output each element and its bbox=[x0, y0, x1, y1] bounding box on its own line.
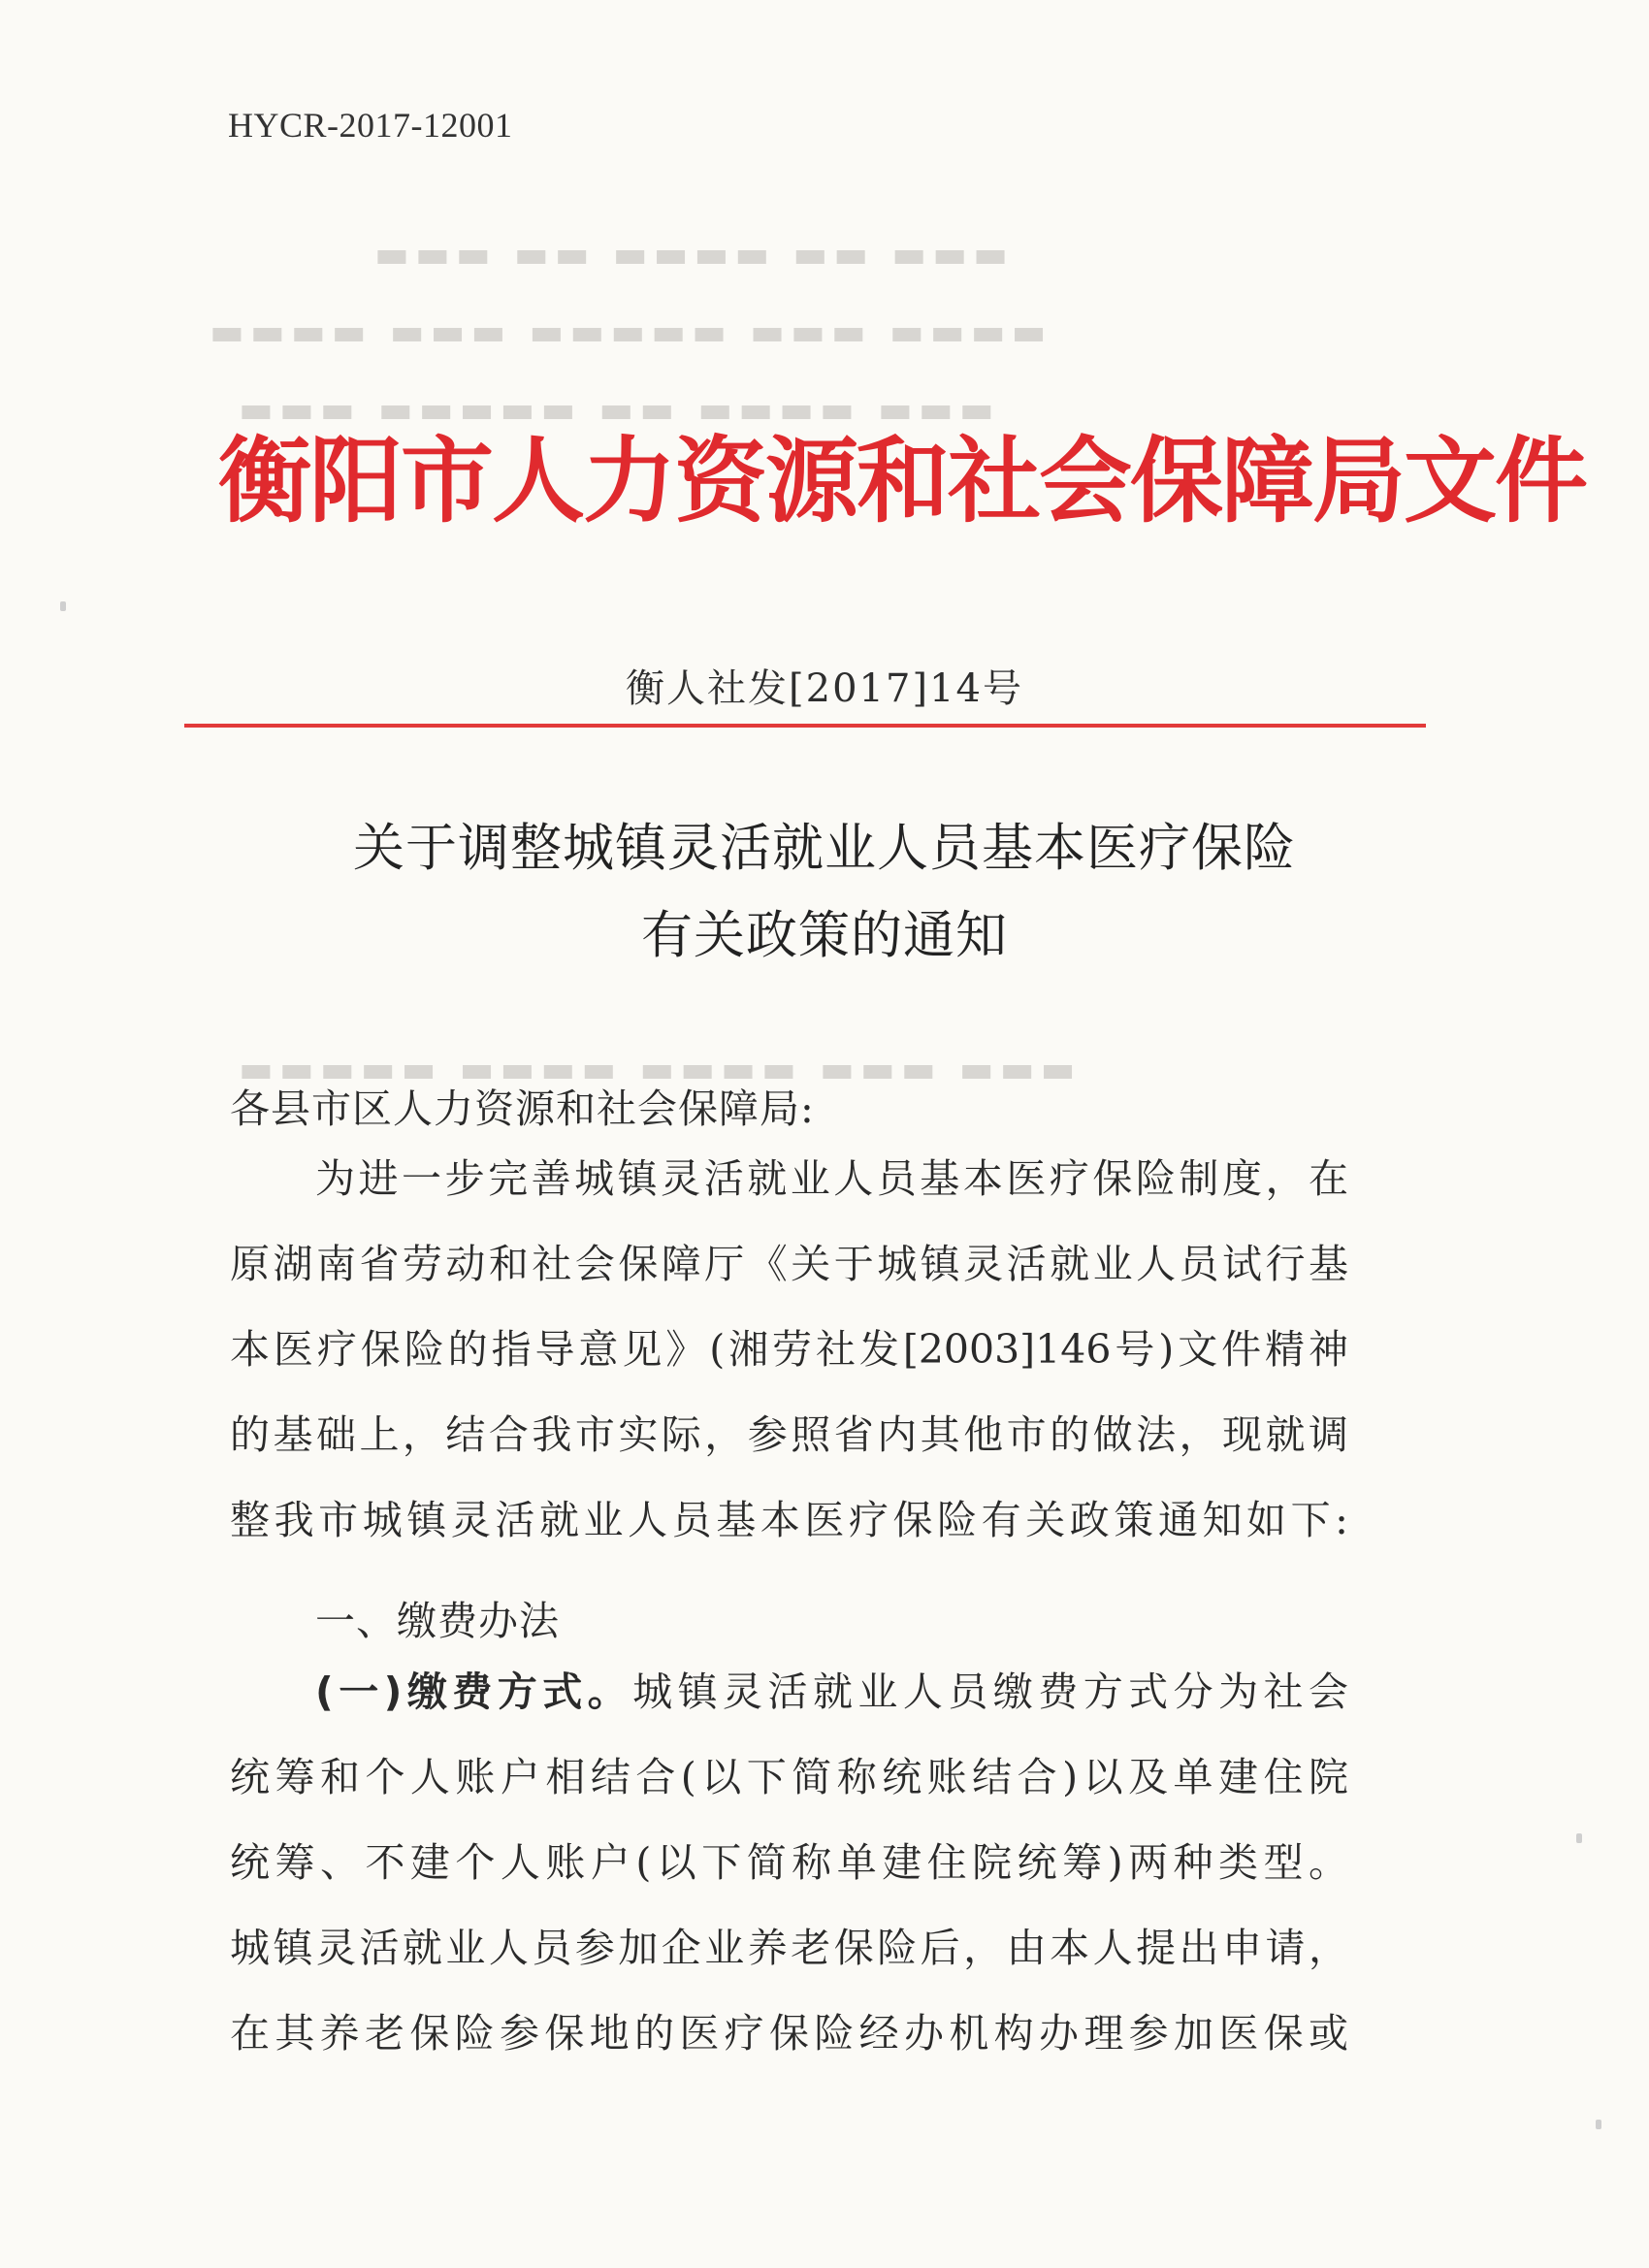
subsection-lead: (一)缴费方式。 bbox=[315, 1669, 633, 1715]
body-paragraph-line: 城镇灵活就业人员参加企业养老保险后，由本人提出申请， bbox=[230, 1925, 1348, 1971]
section-heading: 一、缴费办法 bbox=[315, 1598, 560, 1644]
notice-title-line-2: 有关政策的通知 bbox=[641, 906, 1008, 965]
bleed-through-decoration: ▬▬▬ ▬▬ ▬▬▬▬ ▬▬ ▬▬▬ bbox=[369, 233, 1008, 275]
body-paragraph-line: 为进一步完善城镇灵活就业人员基本医疗保险制度，在 bbox=[315, 1155, 1348, 1202]
addressee: 各县市区人力资源和社会保障局: bbox=[230, 1085, 815, 1132]
subsection-first-line bbox=[315, 1669, 1348, 1715]
body-paragraph-line: 原湖南省劳动和社会保障厅《关于城镇灵活就业人员试行基 bbox=[230, 1241, 1348, 1287]
bleed-through-decoration: ▬▬▬▬ ▬▬▬ ▬▬▬▬▬ ▬▬▬ ▬▬▬▬ bbox=[204, 310, 1047, 353]
scan-speck bbox=[60, 601, 66, 611]
body-paragraph-line: 在其养老保险参保地的医疗保险经办机构办理参加医保或 bbox=[230, 2010, 1348, 2057]
document-number: 衡人社发[2017]14号 bbox=[626, 666, 1023, 711]
subsection-first-line-text: 城镇灵活就业人员缴费方式分为社会 bbox=[632, 1669, 1348, 1715]
document-code: HYCR-2017-12001 bbox=[228, 106, 513, 145]
body-paragraph-line: 统筹和个人账户相结合(以下简称统账结合)以及单建住院 bbox=[230, 1754, 1348, 1800]
scan-speck bbox=[1596, 2120, 1601, 2129]
body-paragraph-line: 的基础上，结合我市实际，参照省内其他市的做法，现就调 bbox=[230, 1411, 1348, 1458]
scan-speck bbox=[1576, 1833, 1582, 1843]
bleed-through-decoration: ▬▬▬ ▬▬▬▬ ▬▬ ▬▬▬▬▬ ▬▬▬ bbox=[233, 388, 994, 431]
red-separator-line bbox=[184, 724, 1426, 728]
bleed-through-decoration: ▬▬▬ ▬▬▬ ▬▬▬▬ ▬▬▬▬ ▬▬▬▬▬ bbox=[233, 1048, 1076, 1090]
masthead-title: 衡阳市人力资源和社会保障局文件 bbox=[218, 427, 1586, 535]
body-paragraph-line: 本医疗保险的指导意见》(湘劳社发[2003]146号)文件精神 bbox=[230, 1326, 1348, 1373]
notice-title-line-1: 关于调整城镇灵活就业人员基本医疗保险 bbox=[353, 819, 1296, 878]
body-paragraph-line: 整我市城镇灵活就业人员基本医疗保险有关政策通知如下: bbox=[230, 1497, 1348, 1543]
body-paragraph-line: 统筹、不建个人账户(以下简称单建住院统筹)两种类型。 bbox=[230, 1839, 1348, 1886]
